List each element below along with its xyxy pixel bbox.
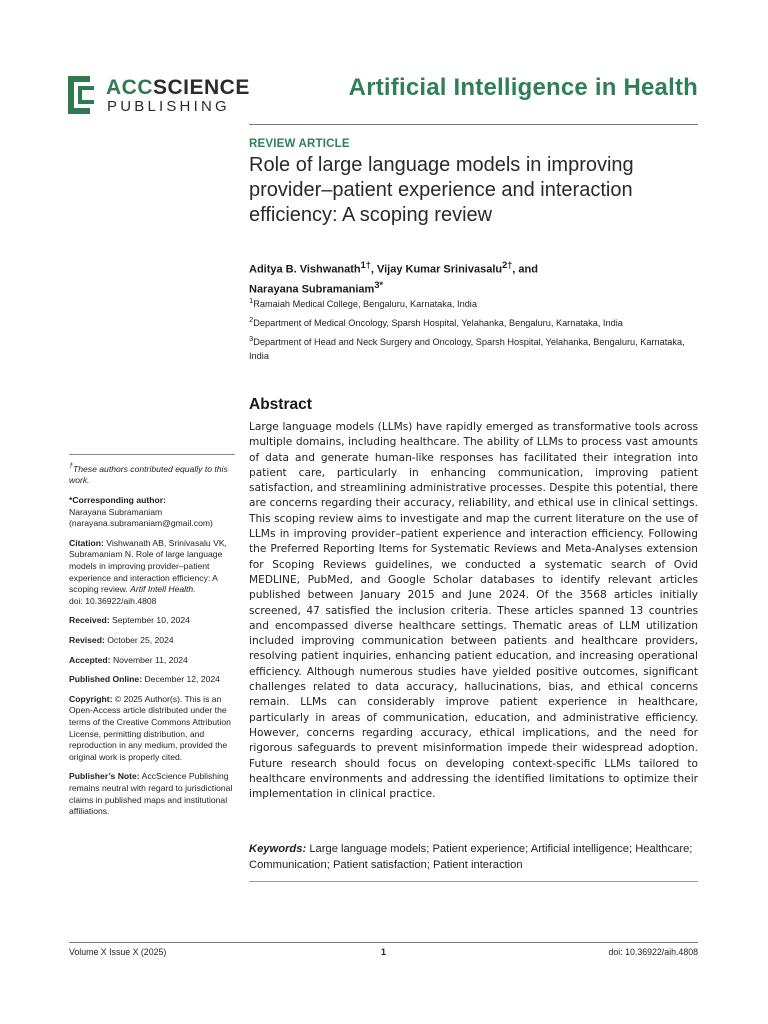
equal-contribution-note: †These authors contributed equally to this work. xyxy=(69,462,228,486)
affiliations xyxy=(249,294,701,365)
citation: Citation: Vishwanath AB, Srinivasalu VK, Subramaniam N. Role of large language models in improving provider–patient experience and interaction efficiency: A scoping review. Artif Intell Health. doi: 10.36922/aih.4808 xyxy=(69,537,227,606)
revised-date: Revised: October 25, 2024 xyxy=(69,634,174,645)
citation-journal: Artif Intell Health. xyxy=(130,584,196,595)
publisher-note: Publisher’s Note: AccScience Publishing remains neutral with regard to jurisdictional claims in published maps and institutional affiliations. xyxy=(69,771,233,817)
header-divider xyxy=(249,124,698,125)
author-name: Narayana Subramaniam xyxy=(249,283,375,296)
citation-doi: doi: 10.36922/aih.4808 xyxy=(69,595,157,606)
accepted-date: Accepted: November 11, 2024 xyxy=(69,654,188,665)
published-date: Published Online: December 12, 2024 xyxy=(69,674,220,685)
footer-divider xyxy=(69,942,698,943)
affiliation-item: $^3$Department of Head and Neck Surgery and Oncology, Sparsh Hospital, Yelahanka, Bengaluru, Karnataka, India xyxy=(249,334,685,361)
keywords-list: Large language models; Patient experience; Artificial intelligence; Healthcare; Communication; Patient satisfaction; Patient interaction xyxy=(249,843,693,871)
keywords-divider xyxy=(249,881,698,882)
author-superscript: 1† xyxy=(360,260,371,270)
logo-wordmark-top: ACCSCIENCE xyxy=(106,76,250,99)
copyright-notice: Copyright: © 2025 Author(s). This is an Open-Access article distributed under the terms of the Creative Commons Attribution License, permitting distribution, and reproduction in any medium, provided the original work is properly cited. xyxy=(69,693,231,762)
corresponding-author-email[interactable]: (narayana.subramaniam@gmail.com) xyxy=(69,518,213,529)
received-date: Received: September 10, 2024 xyxy=(69,615,190,626)
keywords xyxy=(249,842,698,873)
author-name: Aditya B. Vishwanath xyxy=(249,263,361,276)
logo-wordmark-bottom: PUBLISHING xyxy=(107,98,230,115)
abstract-heading: Abstract xyxy=(249,396,312,413)
article-info-sidebar xyxy=(69,461,237,826)
author-superscript: 2† xyxy=(502,260,513,270)
author-list: Aditya B. Vishwanath$^{1\dagger}$, Vijay Kumar Srinivasalu$^{2\dagger}$, and Narayana Subramaniam$^{3*}$ xyxy=(249,260,538,296)
corresponding-author-name: Narayana Subramaniam xyxy=(69,506,163,517)
page-number: 1 xyxy=(381,947,387,957)
keywords-label: Keywords: xyxy=(249,843,307,855)
corresponding-author: *Corresponding author: Narayana Subramaniam (narayana.subramaniam@gmail.com) xyxy=(69,495,237,530)
publisher-logo xyxy=(68,74,250,118)
journal-title: Artificial Intelligence in Health xyxy=(348,74,698,101)
footer-doi: doi: 10.36922/aih.4808 xyxy=(608,947,698,957)
author-name: Vijay Kumar Srinivasalu xyxy=(376,263,503,276)
accscience-logo-icon xyxy=(68,76,100,114)
author-superscript: 3* xyxy=(374,279,383,290)
sidebar-divider xyxy=(69,454,235,455)
footer-volume: Volume X Issue X (2025) xyxy=(69,947,167,957)
affiliation-item: $^2$Department of Medical Oncology, Sparsh Hospital, Yelahanka, Bengaluru, Karnataka, India xyxy=(249,315,623,329)
article-type: REVIEW ARTICLE xyxy=(249,138,350,150)
affiliation-item: $^1$Ramaiah Medical College, Bengaluru, Karnataka, India xyxy=(249,296,477,310)
abstract-text: Large language models (LLMs) have rapidly emerged as transformative tools across multiple domains, including healthcare. The ability of LLMs to process vast amounts of data and generate human-like responses has facilitated their integration into patient care, particularly in enhancing communication, improving patient satisfaction, and streamlining administrative processes. Despite this potential, there are concerns regarding their accuracy, reliability, and ethical use in clinical settings. This scoping review aims to investigate and map the current literature on the use of LLMs in improving provider–patient experience and interaction efficiency. Following the Preferred Reporting Items for Systematic Reviews and Meta-Analyses extension for Scoping Reviews guidelines, we conducted a systematic search of Ovid MEDLINE, PubMed, and Google Scholar databases to identify relevant articles published between January 2015 and June 2024. Of the 3568 articles initially screened, 47 satisfied the inclusion criteria. These articles spanned 13 countries and encompassed diverse healthcare settings. Thematic areas of LLM utilization included improving communication between patients and healthcare providers, resolving patient inquiries, enhancing patient education, and increasing operational efficiency. Although numerous studies have yielded positive outcomes, significant challenges related to data accuracy, hallucinations, bias, and ethical concerns remain. LLMs can considerably improve patient experience in healthcare, particularly in areas of communication, education, and administrative efficiency. However, concerns regarding accuracy, ethical implications, and the need for rigorous safeguards to prevent misinformation impede their widespread adoption. Future research should focus on developing context-specific LLMs tailored to healthcare environments and addressing the identified limitations to optimize their implementation in clinical practice. xyxy=(249,421,698,801)
article-title: Role of large language models in improving provider–patient experience and interaction efficiency: A scoping review xyxy=(249,154,634,226)
